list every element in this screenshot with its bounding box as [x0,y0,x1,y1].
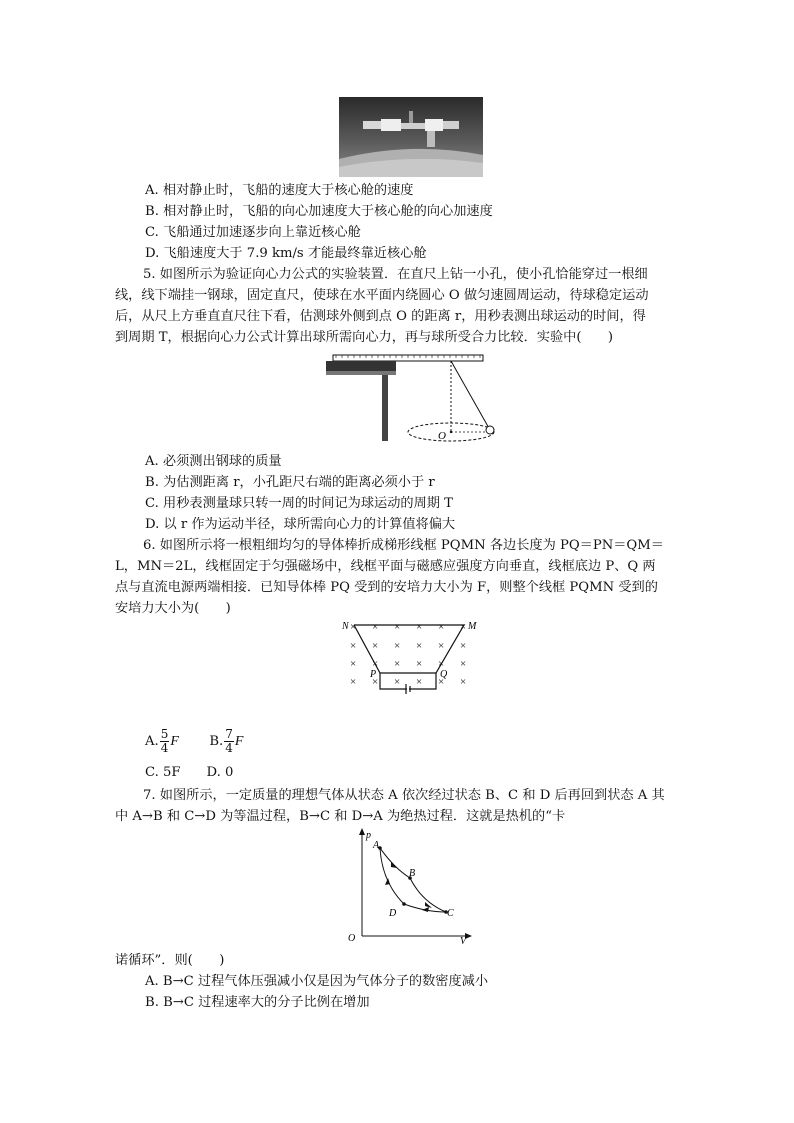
field-marker: × [416,676,423,688]
q7-stem-line-3: 诺循环”．则( ) [115,953,225,968]
q7-stem-line-2: 中 A→B 和 C→D 为等温过程，B→C 和 D→A 为绝热过程．这就是热机的“卡 [115,809,566,824]
q7-stem-line-1: 7. 如图所示，一定质量的理想气体从状态 A 依次经过状态 B、C 和 D 后再回到状态 A 其 [143,788,665,803]
q4-option-c: C. 飞船通过加速逐步向上靠近核心舱 [145,225,361,240]
q6-options-cd [145,762,710,783]
field-marker: × [460,676,467,688]
field-marker: × [350,658,357,670]
field-marker: × [350,676,357,688]
field-marker: × [350,621,357,633]
q6-stem-line-2: L，MN＝2L，线框固定于匀强磁场中，线框平面与磁感应强度方向垂直，线框底边 P、Q 两 [115,559,656,574]
axis-label-p: p [366,830,371,841]
state-label-d: D [389,908,397,919]
q5-stem-line-3: 后，从尺上方垂直直尺往下看，估测球外侧到点 O 的距离 r，用秒表测出球运动的时间，得 [115,309,646,324]
q6-option-a-prefix: A. [145,734,159,749]
q5-stem-line-4: 到周期 T，根据向心力公式计算出球所需向心力，再与球所受合力比较．实验中( ) [115,330,614,345]
field-marker: × [438,676,445,688]
q5-option-c: C. 用秒表测量球只转一周的时间记为球运动的周期 T [145,496,453,511]
q6-option-b-prefix: B. [209,734,224,749]
field-marker: × [372,658,379,670]
q6-options-ab [145,728,710,756]
q7-option-b: B. B→C 过程速率大的分子比例在增加 [145,995,370,1010]
field-marker: × [460,640,467,652]
fraction-numerator: 5 [160,727,169,741]
field-marker: × [438,640,445,652]
conical-pendulum-figure [320,350,500,446]
q6-option-b-unit: F [234,734,244,749]
label-m: M [468,621,477,632]
field-marker: × [350,640,357,652]
q5-option-a: A. 必须测出钢球的质量 [145,454,282,469]
fraction-denominator: 4 [160,741,169,755]
q6-option-c: C. 5F [145,765,181,780]
q7-option-a: A. B→C 过程气体压强减小仅是因为气体分子的数密度减小 [145,974,489,989]
field-marker: × [460,658,467,670]
q4-option-a: A. 相对静止时，飞船的速度大于核心舱的速度 [145,183,414,198]
carnot-cycle-figure [344,826,476,946]
fraction-7-4 [224,728,234,755]
q5-option-d: D. 以 r 作为运动半径，球所需向心力的计算值将偏大 [145,517,456,532]
q4-option-b: B. 相对静止时，飞船的向心加速度大于核心舱的向心加速度 [145,204,493,219]
field-marker: × [394,676,401,688]
origin-label-o: O [348,933,356,944]
field-marker: × [438,621,445,633]
state-label-c: C [447,908,454,919]
q6-option-a-unit: F [170,734,179,749]
axis-label-v: V [460,936,467,946]
q6-stem-line-1: 6. 如图所示将一根粗细均匀的导体棒折成梯形线框 PQMN 各边长度为 PQ＝PN＝QM＝ [143,538,664,553]
state-label-b: B [409,868,416,879]
field-marker: × [394,658,401,670]
q6-option-d: D. 0 [206,765,234,780]
label-n: N [342,621,349,632]
magnetic-field-markers [350,621,466,688]
label-p: P [370,669,377,680]
field-marker: × [372,676,379,688]
fraction-denominator: 4 [225,741,233,755]
q4-option-d: D. 飞船速度大于 7.9 km/s 才能最终靠近核心舱 [145,246,427,261]
field-marker: × [372,640,379,652]
field-marker: × [438,658,445,670]
q5-stem-line-2: 线，线下端挂一钢球，固定直尺，使球在水平面内绕圆心 O 做匀速圆周运动，待球稳定运动 [115,288,649,303]
field-marker: × [460,621,467,633]
field-marker: × [394,640,401,652]
fraction-5-4 [160,728,170,755]
label-o: O [438,430,446,442]
q5-stem-line-1: 5. 如图所示为验证向心力公式的实验装置．在直尺上钻一小孔，使小孔恰能穿过一根细 [143,267,648,282]
q6-stem-line-4: 安培力大小为( ) [115,601,231,616]
q5-option-b: B. 为估测距离 r，小孔距尺右端的距离必须小于 r [145,475,435,490]
state-label-a: A [373,840,380,851]
trapezoid-frame-figure [336,615,486,701]
fraction-numerator: 7 [225,727,233,741]
field-marker: × [416,640,423,652]
field-marker: × [416,621,423,633]
space-station-photo [339,97,483,177]
field-marker: × [416,658,423,670]
label-q: Q [440,669,448,680]
field-marker: × [394,621,401,633]
field-marker: × [372,621,379,633]
q6-stem-line-3: 点与直流电源两端相接．已知导体棒 PQ 受到的安培力大小为 F，则整个线框 PQMN 受到的 [115,580,658,595]
